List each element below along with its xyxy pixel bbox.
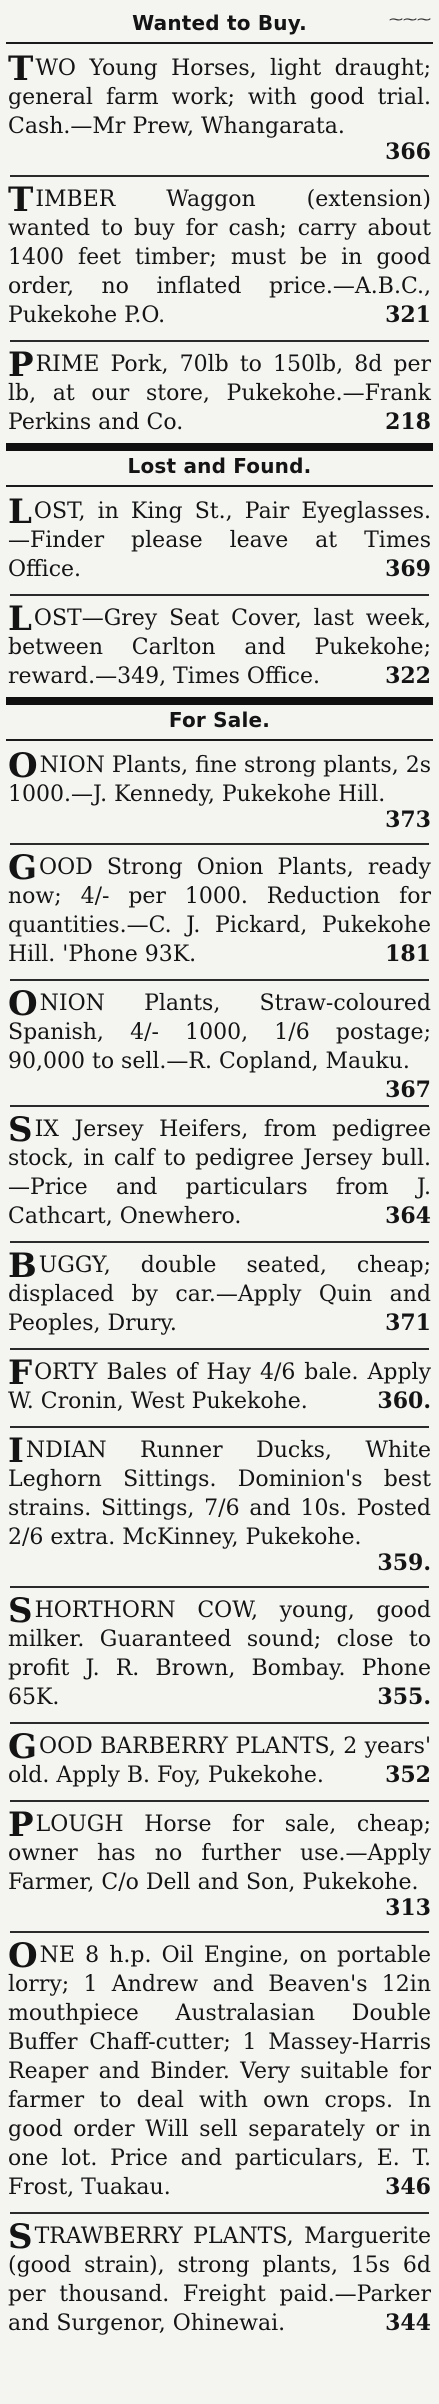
- ad-13: [8, 1727, 431, 1790]
- ad-10: [8, 1353, 431, 1416]
- ad-14: [8, 1805, 431, 1921]
- divider: [10, 1931, 429, 1933]
- divider: [10, 1722, 429, 1724]
- heavy-divider: [6, 443, 433, 451]
- ad-text: NION Plants, fine strong plants, 2s 1000.—J. Kennedy, Pukekohe Hill.: [8, 753, 431, 807]
- ad-text: NDIAN Runner Ducks, White Leghorn Sittings. Dominion's best strains. Sittings, 7/6 and 10s. Posted 2/6 extra. McKinney, Pukekohe.: [8, 1438, 431, 1550]
- classifieds-column: [0, 8, 439, 2404]
- section-heading-wanted: Wanted to Buy.: [132, 11, 307, 35]
- divider: [10, 843, 429, 845]
- ad-3: [8, 492, 431, 584]
- drop-initial: P: [8, 345, 34, 385]
- divider: [10, 1800, 429, 1802]
- ad-number: 218: [385, 409, 431, 435]
- ad-number: 371: [385, 1310, 431, 1336]
- ad-text: OOD Strong Onion Plants, ready now; 4/- per 1000. Reduction for quantities.—C. J. Pickard, Pukekohe Hill. 'Phone 93K.: [8, 855, 431, 967]
- section-heading-lost: Lost and Found.: [127, 454, 312, 478]
- ad-text: UGGY, double seated, cheap; displaced by car.—Apply Quin and Peoples, Drury.: [8, 1253, 431, 1336]
- drop-initial: B: [8, 1246, 37, 1286]
- drop-initial: O: [8, 746, 38, 786]
- ad-text: NION Plants, Straw-coloured Spanish, 4/- 1000, 1/6 postage; 90,000 to sell.—R. Copland, Mauku.: [8, 991, 431, 1074]
- divider: [10, 1348, 429, 1350]
- divider: [10, 1105, 429, 1107]
- divider: [10, 979, 429, 981]
- ad-11: [8, 1431, 431, 1576]
- ad-number: 321: [385, 302, 431, 328]
- drop-initial: L: [8, 492, 32, 532]
- ad-4: [8, 599, 431, 691]
- drop-initial: O: [8, 984, 38, 1024]
- ad-12: [8, 1591, 431, 1712]
- ad-9: [8, 1246, 431, 1338]
- divider: [10, 1426, 429, 1428]
- drop-initial: L: [8, 599, 32, 639]
- ad-text: TRAWBERRY PLANTS, Marguerite (good strain), strong plants, 15s 6d per thousand. Freight paid.—Parker and Surgenor, Ohinewai.: [8, 2224, 431, 2336]
- divider: [10, 340, 429, 342]
- ad-number: 322: [385, 663, 431, 689]
- drop-initial: F: [8, 1353, 33, 1393]
- ad-text: OOD BARBERRY PLANTS, 2 years' old. Apply B. Foy, Pukekohe.: [8, 1734, 431, 1788]
- ad-number: 369: [385, 556, 431, 582]
- ad-number: 367: [385, 1077, 431, 1103]
- divider: [10, 1241, 429, 1243]
- ad-6: [8, 848, 431, 969]
- ad-text: LOUGH Horse for sale, cheap; owner has no further use.—Apply Farmer, C/o Dell and Son, Pukekohe.: [8, 1812, 431, 1895]
- divider: [6, 485, 433, 487]
- ad-7: [8, 984, 431, 1103]
- heavy-divider: [6, 697, 433, 705]
- ad-text: ORTY Bales of Hay 4/6 bale. Apply W. Cronin, West Pukekohe.: [8, 1360, 431, 1414]
- ad-number: 181: [385, 941, 431, 967]
- drop-initial: S: [8, 2217, 33, 2257]
- ad-text: WO Young Horses, light draught; general farm work; with good trial. Cash.—Mr Prew, Whangarata.: [8, 56, 431, 139]
- ad-text: RIME Pork, 70lb to 150lb, 8d per lb, at our store, Pukekohe.—Frank Perkins and Co.: [8, 352, 431, 435]
- drop-initial: S: [8, 1110, 33, 1150]
- drop-initial: S: [8, 1591, 33, 1631]
- ad-text: NE 8 h.p. Oil Engine, on portable lorry; 1 Andrew and Beaven's 12in mouthpiece Australasian Double Buffer Chaff-cutter; 1 Massey-Harris Reaper and Binder. Very suitable for farmer to deal with own crops. In good order Will sell separately or in one lot. Price and particulars, E. T. Frost, Tuakau.: [8, 1943, 431, 2200]
- ad-15: [8, 1936, 431, 2202]
- corner-mark: ⁓⁓⁓: [389, 12, 431, 28]
- divider: [10, 2212, 429, 2214]
- ad-number: 364: [385, 1203, 431, 1229]
- ad-number: 355.: [377, 1684, 431, 1710]
- ad-text: HORTHORN COW, young, good milker. Guaranteed sound; close to profit J. R. Brown, Bombay. Phone 65K.: [8, 1598, 431, 1710]
- drop-initial: O: [8, 1936, 38, 1976]
- ad-number: 344: [385, 2310, 431, 2336]
- ad-text: OST, in King St., Pair Eyeglasses. —Finder please leave at Times Office.: [8, 499, 431, 582]
- ad-5: [8, 746, 431, 833]
- ad-2: [8, 345, 431, 437]
- ad-text: IMBER Waggon (extension) wanted to buy for cash; carry about 1400 feet timber; must be in good order, no inflated price.—A.B.C., Pukekohe P.O.: [8, 187, 431, 328]
- drop-initial: G: [8, 1727, 38, 1767]
- drop-initial: I: [8, 1431, 24, 1471]
- ad-text: IX Jersey Heifers, from pedigree stock, in calf to pedigree Jersey bull.—Price and particulars from J. Cathcart, Onewhero.: [8, 1117, 431, 1229]
- ad-8: [8, 1110, 431, 1231]
- ad-number: 352: [385, 1762, 431, 1788]
- drop-initial: P: [8, 1805, 34, 1845]
- ad-1: [8, 180, 431, 330]
- divider: [10, 175, 429, 177]
- ad-number: 346: [385, 2174, 431, 2200]
- divider: [10, 1586, 429, 1588]
- ad-number: 360.: [377, 1388, 431, 1414]
- divider: [10, 594, 429, 596]
- ad-16: [8, 2217, 431, 2338]
- divider: [6, 42, 433, 44]
- ad-text: OST—Grey Seat Cover, last week, between Carlton and Pukekohe; reward.—349, Times Office.: [8, 606, 431, 689]
- drop-initial: T: [8, 180, 34, 220]
- ad-number: 359.: [377, 1550, 431, 1576]
- drop-initial: G: [8, 848, 38, 888]
- ad-number: 373: [385, 807, 431, 833]
- divider: [6, 739, 433, 741]
- drop-initial: T: [8, 49, 34, 89]
- ad-number: 313: [385, 1895, 431, 1921]
- ad-0: [8, 49, 431, 165]
- ad-number: 366: [385, 139, 431, 165]
- section-heading-sale: For Sale.: [168, 708, 271, 732]
